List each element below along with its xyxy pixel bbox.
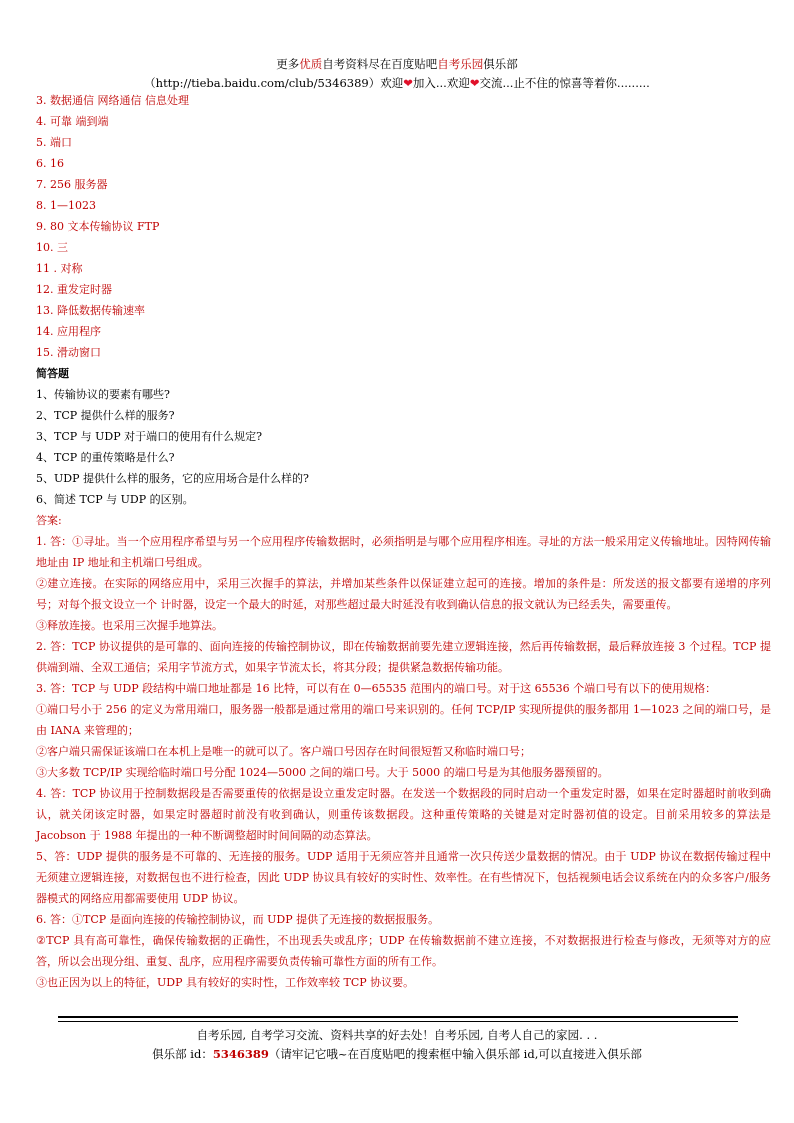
footer-divider-thick: [58, 1016, 738, 1018]
section-title-short-answer: 简答题: [36, 367, 69, 380]
header-text: 自考资料尽在百度贴吧: [322, 57, 438, 71]
fill-answer-item: 7. 256 服务器: [36, 178, 108, 191]
question-list: [36, 384, 771, 510]
header-text: 俱乐部: [483, 57, 518, 71]
footer-club-id: 5346389: [212, 1047, 269, 1061]
fill-answer-item: 13. 降低数据传输速率: [36, 304, 145, 317]
fill-answer-item: 6. 16: [36, 157, 64, 170]
footer-line-2: [0, 1045, 794, 1064]
answer-paragraph: 1. 答：①寻址。当一个应用程序希望与另一个应用程序传输数据时，必须指明是与哪个应用程序相连。寻址的方法一般采用定义传输地址。因特网传输地址由 IP 地址和主机端口号组成。: [36, 535, 771, 569]
footer-line-1: 自考乐园, 自考学习交流、资料共享的好去处！自考乐园, 自考人自己的家园. . .: [196, 1028, 598, 1042]
footer-text: 俱乐部 id：: [152, 1047, 213, 1061]
heart-icon: ❤: [469, 76, 480, 90]
question-item: 6、简述 TCP 与 UDP 的区别。: [36, 493, 194, 506]
question-item: 2、TCP 提供什么样的服务?: [36, 409, 175, 422]
fill-answer-item: 5. 端口: [36, 136, 72, 149]
header-club-name: 自考乐园: [437, 57, 484, 71]
header-text: 交流...止不住的惊喜等着你.........: [479, 76, 650, 90]
fill-answer-item: 14. 应用程序: [36, 325, 101, 338]
fill-answer-item: 3. 数据通信 网络通信 信息处理: [36, 94, 189, 107]
page-footer: [0, 1026, 794, 1064]
answer-paragraph: 5、答：UDP 提供的服务是不可靠的、无连接的服务。UDP 适用于无须应答并且通常一次只传送少量数据的情况。由于 UDP 协议在数据传输过程中无须建立逻辑连接，对数据包也不进行检查，因此 UDP 协议具有较好的实时性、效率性。在有些情况下，包括视频电话会议系统在内的众多客户/服务器模式的网络应用都需要使用 UDP 协议。: [36, 850, 771, 905]
header-text: 加入...欢迎: [412, 76, 470, 90]
question-item: 5、UDP 提供什么样的服务，它的应用场合是什么样的?: [36, 472, 309, 485]
answer-paragraph: ①端口号小于 256 的定义为常用端口，服务器一般都是通过常用的端口号来识别的。任何 TCP/IP 实现所提供的服务都用 1—1023 之间的端口号，是由 IANA 来管理的；: [36, 703, 771, 737]
fill-answer-item: 8. 1—1023: [36, 199, 96, 212]
fill-in-answers: [36, 90, 771, 363]
answer-paragraph: ②建立连接。在实际的网络应用中，采用三次握手的算法，并增加某些条件以保证建立起可的连接。增加的条件是：所发送的报文都要有递增的序列号；对每个报文设立一个 计时器，设定一个最大的时延，对那些超过最大时延没有收到确认信息的报文就认为已经丢失，需要重传。: [36, 577, 771, 611]
answer-list: [36, 531, 771, 993]
header-text: 更多: [276, 57, 300, 71]
fill-answer-item: 9. 80 文本传输协议 FTP: [36, 220, 160, 233]
fill-answer-item: 15. 滑动窗口: [36, 346, 101, 359]
question-item: 3、TCP 与 UDP 对于端口的使用有什么规定?: [36, 430, 263, 443]
answer-paragraph: 6. 答：①TCP 是面向连接的传输控制协议，而 UDP 提供了无连接的数据报服务。: [36, 913, 440, 926]
answer-paragraph: 2. 答：TCP 协议提供的是可靠的、面向连接的传输控制协议，即在传输数据前要先建立逻辑连接，然后再传输数据，最后释放连接 3 个过程。TCP 提供端到端、全双工通信；采用字节流方式，如果字节流太长，将其分段；提供紧急数据传输功能。: [36, 640, 771, 674]
fill-answer-item: 11 . 对称: [36, 262, 83, 275]
footer-text: （请牢记它哦~在百度贴吧的搜索框中输入俱乐部 id,可以直接进入俱乐部: [268, 1047, 642, 1061]
fill-answer-item: 4. 可靠 端到端: [36, 115, 109, 128]
answer-paragraph: ③释放连接。也采用三次握手地算法。: [36, 619, 223, 632]
header-url-link[interactable]: http://tieba.baidu.com/club/5346389: [155, 76, 369, 90]
page-header: [0, 55, 794, 93]
question-item: 1、传输协议的要素有哪些?: [36, 388, 170, 401]
answer-paragraph: 4. 答：TCP 协议用于控制数据段是否需要重传的依据是设立重发定时器。在发送一个数据段的同时启动一个重发定时器，如果在定时器超时前收到确认，就关闭该定时器，如果定时器超时前没有收到确认，则重传该数据段。这种重传策略的关键是对定时器初值的设定。目前采用较多的算法是 Jacobson 于 1988 年提出的一种不断调整超时时间间隔的动态算法。: [36, 787, 771, 842]
header-text: （: [144, 76, 156, 90]
fill-answer-item: 10. 三: [36, 241, 68, 254]
header-highlight: 优质: [299, 57, 323, 71]
answer-paragraph: ③也正因为以上的特征，UDP 具有较好的实时性，工作效率较 TCP 协议要。: [36, 976, 415, 989]
answer-paragraph: ③大多数 TCP/IP 实现给临时端口号分配 1024—5000 之间的端口号。大于 5000 的端口号是为其他服务器预留的。: [36, 766, 609, 779]
header-line-1: [0, 55, 794, 74]
document-body: [36, 90, 771, 993]
answers-title: 答案:: [36, 514, 62, 527]
footer-divider-thin: [58, 1021, 738, 1022]
heart-icon: ❤: [403, 76, 413, 90]
answer-paragraph: ②TCP 具有高可靠性，确保传输数据的正确性，不出现丢失或乱序；UDP 在传输数据前不建立连接，不对数据报进行检查与修改，无须等对方的应答，所以会出现分组、重复、乱序，应用程序需要负责传输可靠性方面的所有工作。: [36, 934, 771, 968]
header-text: ）欢迎: [368, 76, 404, 90]
answer-paragraph: 3. 答：TCP 与 UDP 段结构中端口地址都是 16 比特，可以有在 0—65535 范围内的端口号。对于这 65536 个端口号有以下的使用规格：: [36, 682, 717, 695]
fill-answer-item: 12. 重发定时器: [36, 283, 112, 296]
answer-paragraph: ②客户端只需保证该端口在本机上是唯一的就可以了。客户端口号因存在时间很短暂又称临时端口号；: [36, 745, 531, 758]
question-item: 4、TCP 的重传策略是什么?: [36, 451, 175, 464]
